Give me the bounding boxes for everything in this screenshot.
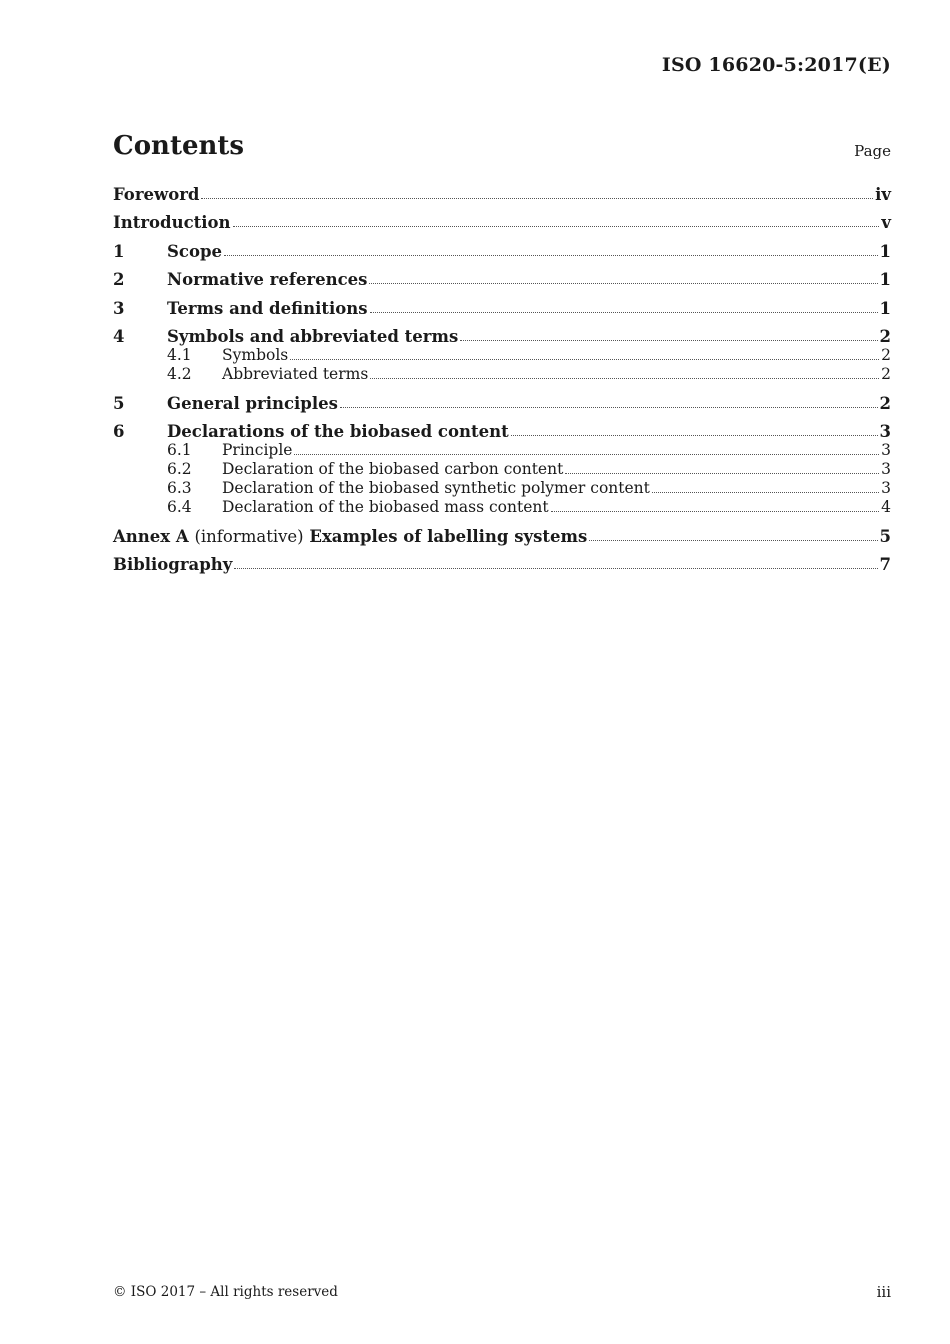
- toc-number: 4.2: [167, 365, 192, 383]
- dot-leader: [369, 283, 877, 284]
- toc-number: 6: [113, 422, 125, 441]
- dot-leader: [370, 378, 879, 379]
- toc-entry-terms-definitions[interactable]: [113, 299, 891, 318]
- dot-leader: [370, 312, 878, 313]
- toc-number: 6.2: [167, 460, 192, 478]
- toc-page: 1: [879, 299, 891, 318]
- dot-leader: [565, 473, 879, 474]
- toc-title: Bibliography: [113, 555, 233, 574]
- toc-page: 1: [879, 270, 891, 289]
- toc-page: 3: [881, 441, 891, 459]
- toc-title: Foreword: [113, 185, 200, 204]
- page-number: iii: [876, 1283, 891, 1301]
- toc-entry-normative-references[interactable]: [113, 270, 891, 289]
- annex-label: Annex A: [113, 527, 189, 546]
- dot-leader: [511, 435, 878, 436]
- toc-title: Terms and definitions: [167, 299, 368, 318]
- toc-title: Abbreviated terms: [222, 365, 369, 383]
- toc-title: Declaration of the biobased synthetic polymer content: [222, 479, 650, 497]
- toc-entry-symbols-abbreviated[interactable]: [113, 327, 891, 346]
- toc-entry-bibliography[interactable]: [113, 555, 891, 574]
- table-of-contents: [113, 185, 891, 574]
- toc-entry-general-principles[interactable]: [113, 394, 891, 413]
- toc-page: 7: [879, 555, 891, 574]
- toc-entry-introduction[interactable]: [113, 213, 891, 232]
- dot-leader: [589, 540, 877, 541]
- annex-title: Examples of labelling systems: [309, 527, 588, 546]
- toc-page: 2: [879, 394, 891, 413]
- toc-number: 6.3: [167, 479, 192, 497]
- toc-page: 2: [879, 327, 891, 346]
- toc-title: Principle: [222, 441, 293, 459]
- dot-leader: [290, 359, 879, 360]
- toc-page: 3: [881, 479, 891, 497]
- toc-entry-annex-a[interactable]: [113, 527, 891, 546]
- dot-leader: [233, 226, 880, 227]
- toc-subentry-abbreviated-terms[interactable]: [113, 365, 891, 384]
- copyright-notice: © ISO 2017 – All rights reserved: [113, 1284, 338, 1300]
- toc-number: 3: [113, 299, 125, 318]
- dot-leader: [340, 407, 878, 408]
- toc-subentry-principle[interactable]: [113, 441, 891, 460]
- toc-title: Normative references: [167, 270, 368, 289]
- toc-page: 2: [881, 346, 891, 364]
- toc-page: 5: [879, 527, 891, 546]
- toc-subentry-carbon-content[interactable]: [113, 460, 891, 479]
- toc-subentry-symbols[interactable]: [113, 346, 891, 365]
- toc-number: 6.4: [167, 498, 192, 516]
- toc-entry-foreword[interactable]: [113, 185, 891, 204]
- toc-number: 6.1: [167, 441, 192, 459]
- toc-title: Scope: [167, 242, 223, 261]
- dot-leader: [652, 492, 879, 493]
- toc-title: Declarations of the biobased content: [167, 422, 509, 441]
- toc-number: 1: [113, 242, 125, 261]
- dot-leader: [551, 511, 880, 512]
- dot-leader: [201, 198, 873, 199]
- toc-entry-declarations[interactable]: [113, 422, 891, 441]
- toc-page: iv: [875, 185, 891, 204]
- toc-page: 4: [881, 498, 891, 516]
- dot-leader: [460, 340, 877, 341]
- toc-page: v: [881, 213, 891, 232]
- toc-title: [113, 527, 587, 546]
- toc-title: Symbols: [222, 346, 289, 364]
- dot-leader: [234, 568, 877, 569]
- toc-title: Declaration of the biobased mass content: [222, 498, 549, 516]
- toc-entry-scope[interactable]: [113, 242, 891, 261]
- annex-qualifier: (informative): [194, 527, 304, 546]
- toc-number: 5: [113, 394, 125, 413]
- toc-subentry-synthetic-polymer[interactable]: [113, 479, 891, 498]
- toc-page: 2: [881, 365, 891, 383]
- toc-number: 4: [113, 327, 125, 346]
- toc-subentry-mass-content[interactable]: [113, 498, 891, 517]
- toc-title: Introduction: [113, 213, 231, 232]
- toc-number: 2: [113, 270, 125, 289]
- toc-title: Symbols and abbreviated terms: [167, 327, 459, 346]
- toc-page: 3: [881, 460, 891, 478]
- toc-title: Declaration of the biobased carbon content: [222, 460, 564, 478]
- toc-page: 1: [879, 242, 891, 261]
- toc-title: General principles: [167, 394, 338, 413]
- contents-heading: Contents: [113, 131, 245, 161]
- toc-page: 3: [879, 422, 891, 441]
- document-id: ISO 16620-5:2017(E): [661, 54, 891, 76]
- dot-leader: [224, 255, 878, 256]
- page-column-label: Page: [854, 142, 891, 160]
- dot-leader: [294, 454, 879, 455]
- toc-number: 4.1: [167, 346, 192, 364]
